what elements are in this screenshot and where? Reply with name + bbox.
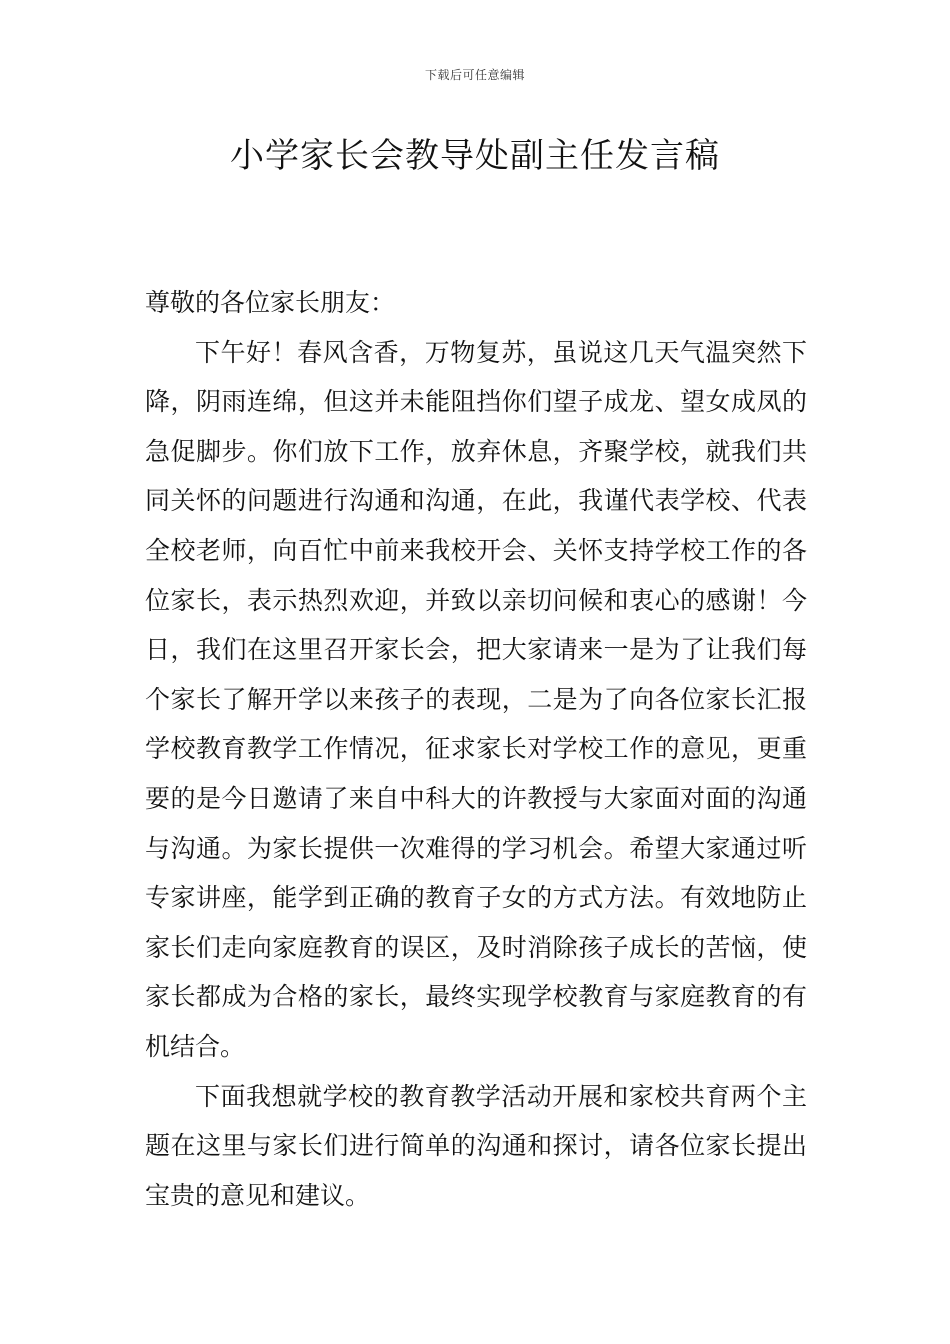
document-body — [145, 278, 807, 1220]
page-title: 小学家长会教导处副主任发言稿 — [230, 136, 720, 176]
paragraph-1: 下午好！春风含香，万物复苏，虽说这几天气温突然下降，阴雨连绵，但这并未能阻挡你们望子成龙、望女成凤的急促脚步。你们放下工作，放弃休息，齐聚学校，就我们共同关怀的问题进行沟通和沟通，在此，我谨代表学校、代表全校老师，向百忙中前来我校开会、关怀支持学校工作的各位家长，表示热烈欢迎，并致以亲切问候和衷心的感谢！今日，我们在这里召开家长会，把大家请来一是为了让我们每个家长了解开学以来孩子的表现，二是为了向各位家长汇报学校教育教学工作情况，征求家长对学校工作的意见，更重要的是今日邀请了来自中科大的许教授与大家面对面的沟通与沟通。为家长提供一次难得的学习机会。希望大家通过听专家讲座，能学到正确的教育子女的方式方法。有效地防止家长们走向家庭教育的误区，及时消除孩子成长的苦恼，使家长都成为合格的家长，最终实现学校教育与家庭教育的有机结合。 — [145, 337, 807, 1061]
salutation: 尊敬的各位家长朋友： — [145, 288, 396, 317]
header-note: 下载后可任意编辑 — [424, 68, 525, 82]
paragraph-2: 下面我想就学校的教育教学活动开展和家校共育两个主题在这里与家长们进行简单的沟通和探讨，请各位家长提出宝贵的意见和建议。 — [145, 1081, 807, 1210]
